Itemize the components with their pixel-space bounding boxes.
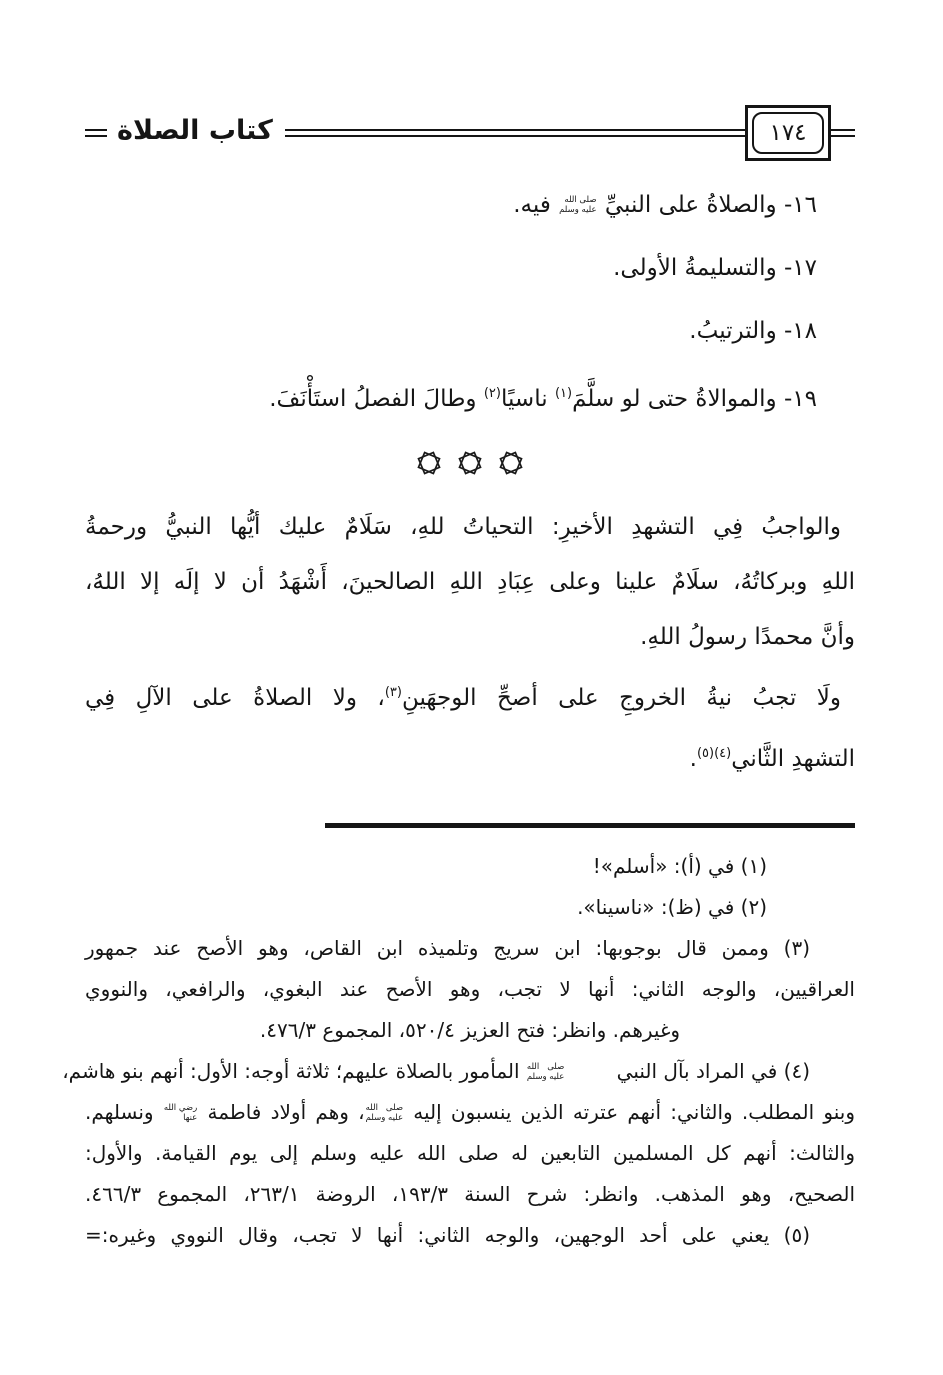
text-line: اللهِ وبركاتُهُ، سلَامٌ علينا وعلى عِبَادِ اللهِ الصالحينَ، أَشْهَدُ أن لا إلَه إلا اللهُ، xyxy=(85,569,855,595)
saw-honorific-icon: صلى الله عليه وسلم xyxy=(559,195,597,215)
section-separator xyxy=(85,448,855,478)
footnote-marker: (٢) xyxy=(483,386,501,401)
list-item-16: ١٦- والصلاةُ على النبيِّ صلى الله عليه وسلم فيه. xyxy=(513,192,817,218)
octagram-star-icon xyxy=(456,449,484,477)
header-right-rule xyxy=(831,129,855,137)
footnote-line: (٣) وممن قال بوجوبها: ابن سريج وتلميذه ابن القاص، وهو الأصح عند جمهور xyxy=(85,936,810,960)
footnote-marker: (١) xyxy=(554,386,573,401)
footnote-line: وبنو المطلب. والثاني: أنهم عترته الذين ينسبون إليه صلى الله عليه وسلم ، وهم أولاد فاطمة رضي الله عنها ونسلهم. xyxy=(85,1100,856,1124)
list-item-18: ١٨- والترتيبُ. xyxy=(689,318,817,344)
footnote-line: (٢) في (ظ): «ناسينا». xyxy=(577,895,767,919)
footnote-line: (٤) في المراد بآل النبي صلى الله عليه وسلم المأمور بالصلاة عليهم؛ ثلاثة أوجه: الأول: أنهم بنو هاشم، xyxy=(62,1059,810,1083)
footnote-4 xyxy=(62,1051,856,1215)
page-number: ١٧٤ xyxy=(752,112,824,154)
footnote-line: (٥) يعني على أحد الوجهين، والوجه الثاني: أنها لا تجب، وقال النووي وغيره:= xyxy=(85,1223,810,1247)
saw-honorific-icon: صلى الله عليه وسلم xyxy=(526,1062,565,1082)
header-rule xyxy=(285,129,745,137)
paragraph-exit-intention xyxy=(85,665,855,787)
footnote-line: العراقيين، والوجه الثاني: أنها لا تجب، وهو الأصح عند البغوي، والرافعي، والنووي xyxy=(85,977,855,1001)
footnote-5 xyxy=(85,1215,855,1256)
book-title: كتاب الصلاة xyxy=(117,114,273,146)
octagram-star-icon xyxy=(415,449,443,477)
text-line: ولَا تجبُ نيةُ الخروجِ على أصحِّ الوجهَينِ$^{(٣)}$، ولا الصلاةُ على الآلِ فِي xyxy=(85,685,842,711)
footnote-1 xyxy=(85,846,855,887)
saw-honorific-icon: صلى الله عليه وسلم xyxy=(365,1103,404,1123)
footnote-rule xyxy=(325,823,855,828)
text-line: والواجبُ فِي التشهدِ الأخيرِ: التحياتُ للهِ، سَلَامٌ عليك أيُّها النبيُّ ورحمةُ xyxy=(85,514,841,540)
footnote-3 xyxy=(85,928,855,1051)
obligations-list xyxy=(85,184,855,420)
page-header xyxy=(85,104,855,162)
footnote-marker: (٤)(٥) xyxy=(696,746,732,761)
octagram-star-icon xyxy=(497,449,525,477)
list-item-17: ١٧- والتسليمةُ الأولى. xyxy=(613,255,817,281)
header-left-rule xyxy=(85,129,107,137)
footnotes-section xyxy=(62,846,856,1256)
list-item-19: ١٩- والموالاةُ حتى لو سلَّمَ$^{(١)}$ ناسيًا$^{(٢)}$ وطالَ الفصلُ استَأْنَفَ. xyxy=(269,386,817,412)
footnote-line: (١) في (أ): «أسلم»! xyxy=(592,854,767,878)
footnote-marker: (٣) xyxy=(384,685,402,700)
footnote-2 xyxy=(85,887,855,928)
radiallahu-anha-icon: رضي الله عنها xyxy=(163,1103,198,1123)
footnote-line: الصحيح، وهو المذهب. وانظر: شرح السنة ١٩٣/٣، الروضة ٢٦٣/١، المجموع ٤٦٦/٣. xyxy=(85,1182,856,1206)
page-number-box xyxy=(745,105,831,161)
footnote-line: والثالث: أنهم كل المسلمين التابعين له صلى الله عليه وسلم إلى يوم القيامة. والأول: xyxy=(85,1141,855,1165)
text-line: وأنَّ محمدًا رسولُ اللهِ. xyxy=(640,624,855,650)
footnote-line: وغيرهم. وانظر: فتح العزيز ٥٢٠/٤، المجموع ٤٧٦/٣. xyxy=(259,1018,681,1042)
paragraph-tashahhud xyxy=(85,500,855,665)
text-line: التشهدِ الثَّاني$^{(٤)(٥)}$. xyxy=(689,746,855,772)
